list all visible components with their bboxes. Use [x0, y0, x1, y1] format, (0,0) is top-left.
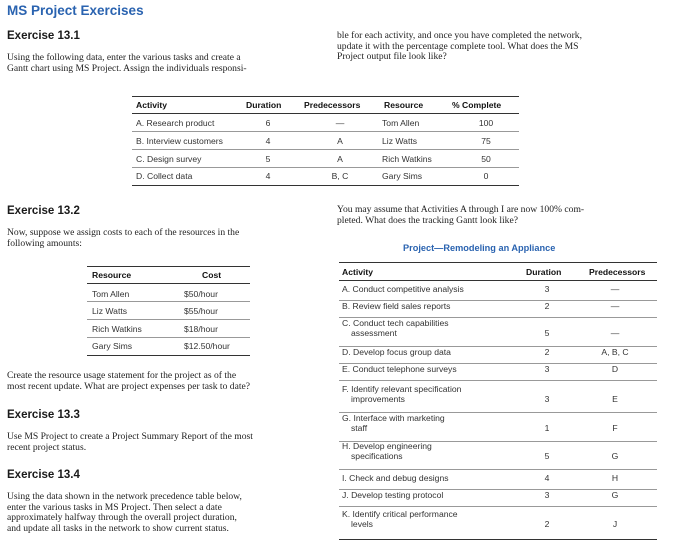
activity-cell: assessment [351, 328, 397, 338]
duration-cell: 2 [544, 301, 550, 311]
appliance-table-caption: Project—Remodeling an Appliance [403, 243, 556, 253]
col-header-activity: Activity [342, 267, 374, 277]
exercise-13-2-heading: Exercise 13.2 [7, 205, 80, 217]
duration-cell: 1 [544, 423, 550, 433]
predecessors-cell: G [611, 490, 619, 500]
predecessors-cell: G [611, 451, 619, 461]
activity-cell: K. Identify critical performance [342, 509, 458, 519]
predecessors-cell: F [612, 423, 618, 433]
activity-cell: B. Review field sales reports [342, 301, 451, 311]
activity-cell: D. Develop focus group data [342, 347, 451, 357]
activity-cell: F. Identify relevant specification [342, 384, 462, 394]
activity-cell: C. Conduct tech capabilities [342, 318, 449, 328]
duration-cell: 3 [544, 394, 550, 404]
col-header-predecessors: Predecessors [304, 100, 361, 110]
exercise-13-2-text-after: Create the resource usage statement for the project as of the most recent update. What are project expenses per task to date? [7, 370, 251, 392]
activity-cell: specifications [351, 451, 403, 461]
duration-cell: 2 [544, 519, 550, 529]
predecessors-cell: — [610, 284, 620, 294]
exercise-13-1-heading: Exercise 13.1 [7, 30, 80, 42]
predecessors-cell: J [612, 519, 618, 529]
activity-cell: J. Develop testing protocol [342, 490, 444, 500]
col-header-resource: Resource [384, 100, 424, 110]
activity-cell: improvements [351, 394, 405, 404]
predecessors-cell: E [612, 394, 618, 404]
exercise-13-1-text-right: ble for each activity, and once you have completed the network, update it with the percentage complete tool. What does the MS Project output file look like? [337, 30, 582, 63]
exercise-13-2-text-left: Now, suppose we assign costs to each of the resources in the following amounts: [7, 227, 240, 249]
predecessors-cell: — [610, 328, 620, 338]
exercise-13-2-text-right: You may assume that Activities A through I are now 100% com- pleted. What does the tracking Gantt look like? [337, 204, 585, 226]
col-header-duration: Duration [246, 100, 282, 110]
duration-cell: 5 [544, 328, 550, 338]
duration-cell: 2 [544, 347, 550, 357]
col-header-resource: Resource [92, 270, 132, 280]
exercise-13-3-heading: Exercise 13.3 [7, 409, 80, 421]
col-header-cost: Cost [202, 270, 222, 280]
duration-cell: 3 [544, 364, 550, 374]
col-header-duration: Duration [526, 267, 562, 277]
exercise-13-4-text: Using the data shown in the network precedence table below, enter the various tasks in MS Project. Then select a date approximately halfway through the overall project duration, and update all tasks in the network to show current status. [7, 491, 242, 534]
duration-cell: 5 [544, 451, 550, 461]
duration-cell: 3 [544, 284, 550, 294]
activity-cell: G. Interface with marketing [342, 413, 445, 423]
exercise-13-3-text: Use MS Project to create a Project Summary Report of the most recent project status. [7, 431, 253, 453]
activity-cell: A. Conduct competitive analysis [342, 284, 464, 294]
exercise-13-4-heading: Exercise 13.4 [7, 469, 80, 481]
duration-cell: 4 [544, 473, 550, 483]
activity-cell: I. Check and debug designs [342, 473, 449, 483]
col-header-percent-complete: % Complete [452, 100, 502, 110]
duration-cell: 3 [544, 490, 550, 500]
activity-cell: H. Develop engineering [342, 441, 432, 451]
activity-cell: staff [351, 423, 368, 433]
activity-cell: E. Conduct telephone surveys [342, 364, 457, 374]
activity-cell: levels [351, 519, 373, 529]
page-title: MS Project Exercises [7, 3, 144, 18]
exercise-13-1-text-left: Using the following data, enter the various tasks and create a Gantt chart using MS Project. Assign the individuals responsi- [7, 52, 247, 74]
predecessors-cell: D [611, 364, 619, 374]
predecessors-cell: H [611, 473, 619, 483]
predecessors-cell: A, B, C [601, 347, 629, 357]
predecessors-cell: — [610, 301, 620, 311]
col-header-activity: Activity [136, 100, 168, 110]
col-header-predecessors: Predecessors [589, 267, 646, 277]
